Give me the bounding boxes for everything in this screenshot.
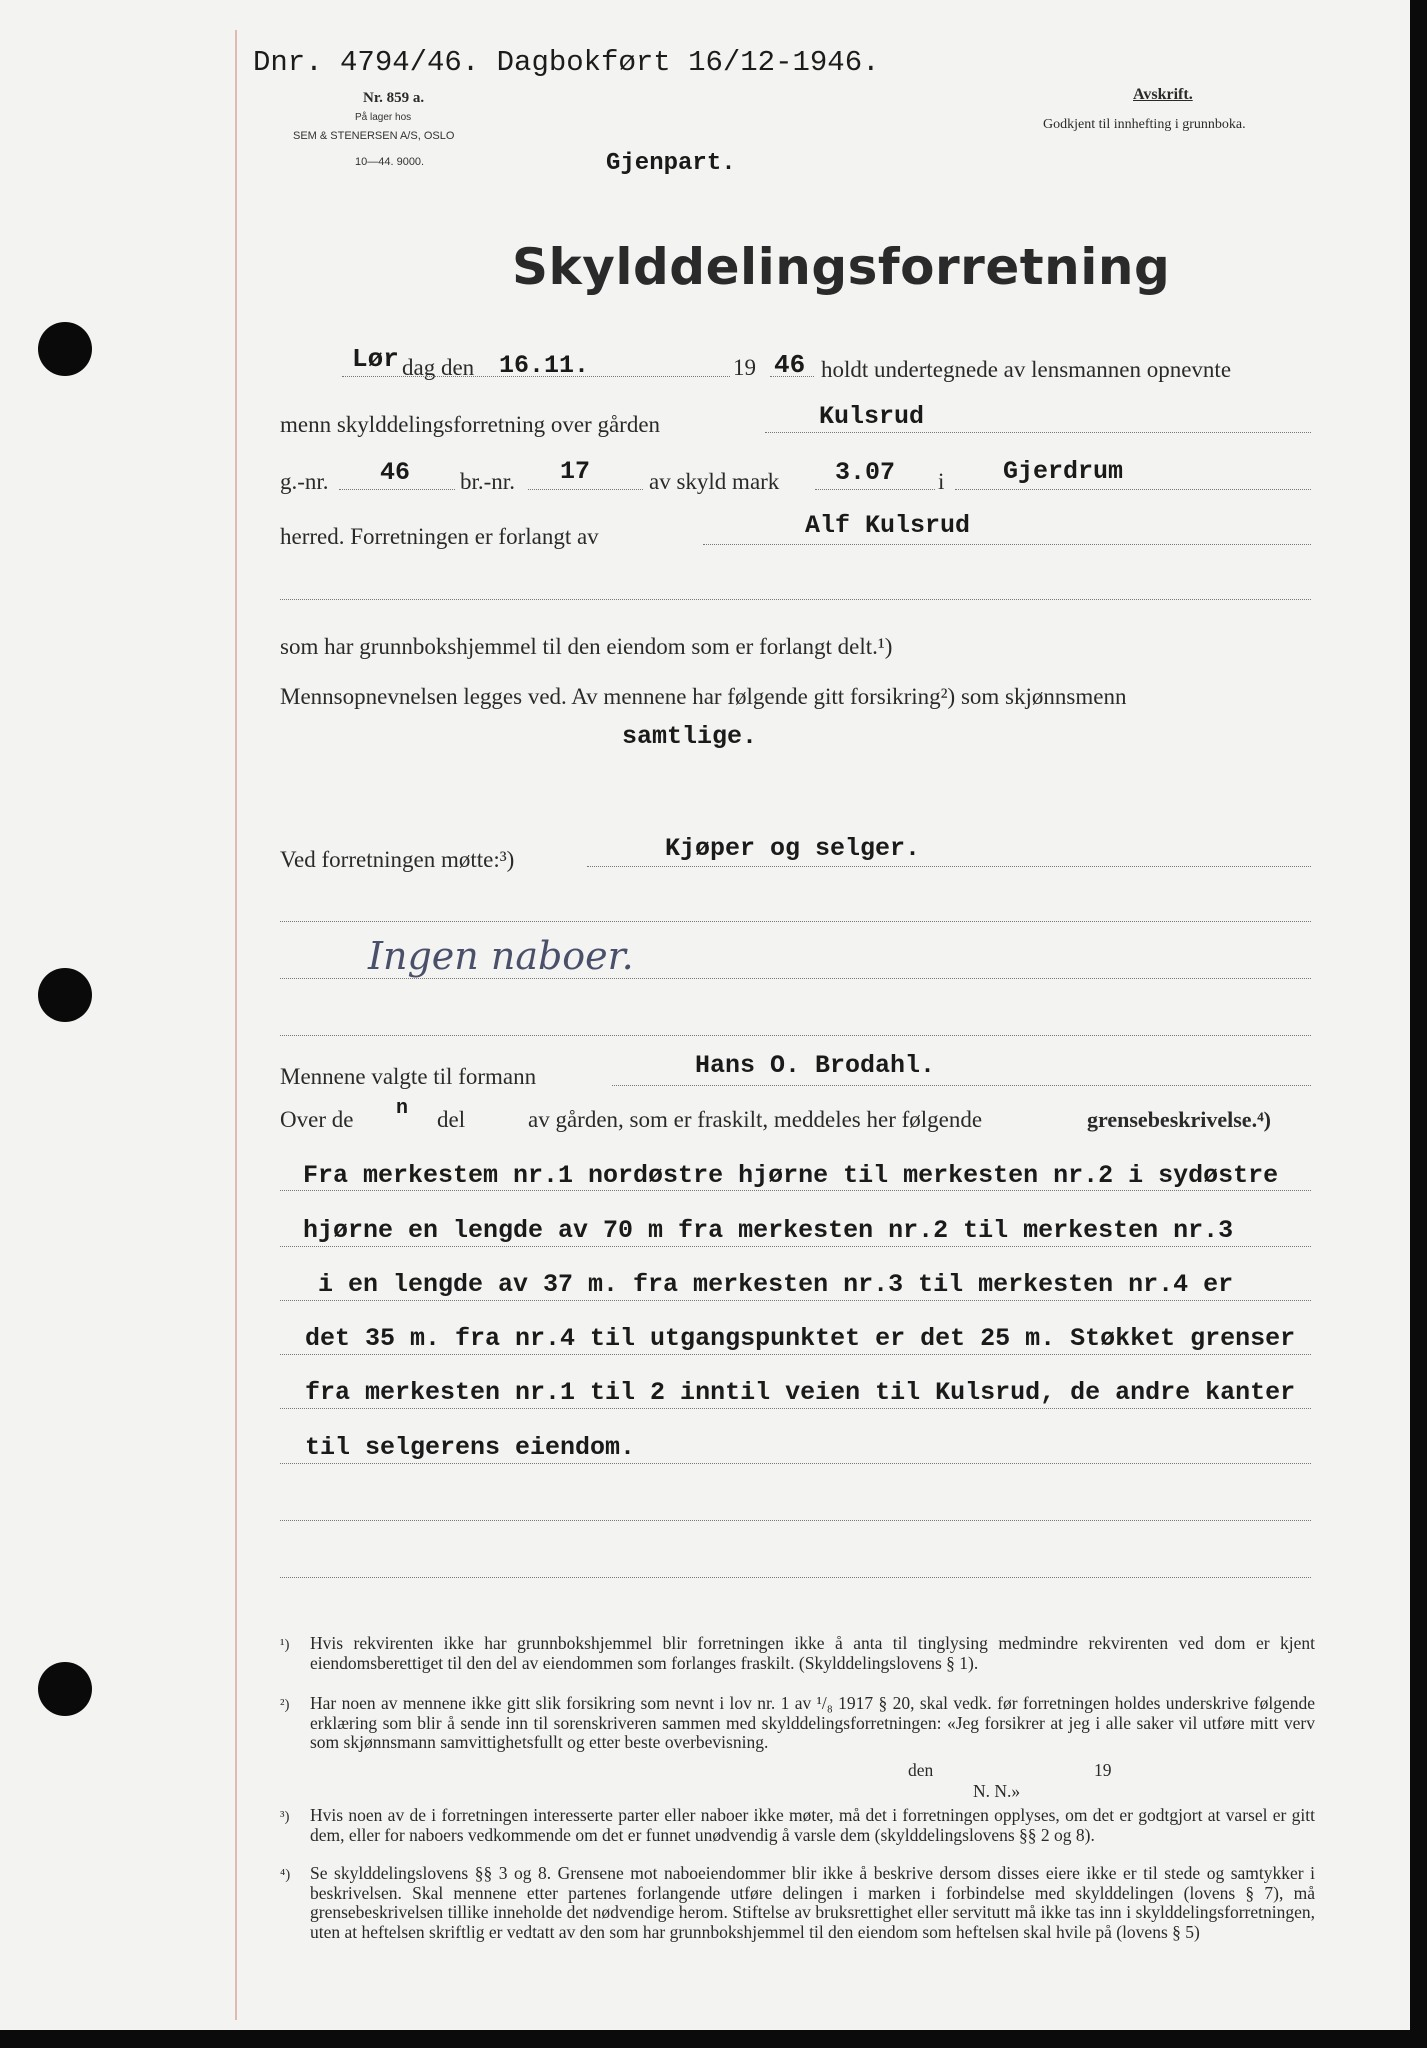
boundary-line: hjørne en lengde av 70 m fra merkesten nr.2 til merkesten nr.3 — [303, 1216, 1234, 1245]
dotted-line — [280, 1300, 1311, 1301]
year-prefix: 19 — [733, 355, 756, 380]
dotted-line — [280, 599, 1311, 600]
approved-note: Godkjent til innhefting i grunnboka. — [1043, 117, 1246, 132]
sworn-value: samtlige. — [622, 722, 758, 751]
dotted-line — [612, 1085, 1311, 1086]
footnote-year: 19 — [1094, 1760, 1112, 1780]
herred-text: herred. Forretningen er forlangt av — [280, 524, 599, 549]
handwritten-note: Ingen naboer. — [368, 934, 634, 978]
print-info: 10—44. 9000. — [355, 156, 425, 168]
footnote-text: Hvis noen av de i forretningen interesserte parter eller naboer ikke møter, må det i forretningen opplyses, om det er godtgjort at varsel er gitt dem, eller for naboers vedkommende om det er funnet unødvendig å varsle dem (skylddelingslovens §§ 2 og 8). — [310, 1805, 1315, 1845]
footnote-signature-placeholder: N. N.» — [973, 1781, 1021, 1801]
punch-hole — [38, 968, 92, 1022]
copy-label: Gjenpart. — [606, 150, 736, 177]
footnote-mark: ²) — [280, 1697, 290, 1713]
dotted-line — [280, 1577, 1311, 1578]
dotted-line — [765, 432, 1311, 433]
day-label: dag den — [402, 355, 475, 380]
dotted-line — [528, 489, 643, 490]
dotted-line — [280, 1408, 1311, 1409]
dotted-line — [280, 921, 1311, 922]
boundary-line: Fra merkestem nr.1 nordøstre hjørne til merkesten nr.2 i sydøstre — [303, 1161, 1279, 1190]
chairman-value: Hans O. Brodahl. — [695, 1051, 936, 1080]
footnote-text: Hvis rekvirenten ikke har grunnbokshjemmel blir forretningen ikke å anta til tinglysing medmindre rekvirenten ved dom er kjent eiendomsberettiget til den del av eiendommen som forlanges fraskilt. (Skylddelingslovens § 1). — [310, 1633, 1315, 1673]
municipality-value: Gjerdrum — [1003, 457, 1124, 486]
punch-hole — [38, 1662, 92, 1716]
dotted-line — [703, 544, 1311, 545]
attended-label: Ved forretningen møtte:³) — [280, 847, 515, 872]
line2-text: menn skylddelingsforretning over gården — [280, 412, 661, 437]
held-text: holdt undertegnede av lensmannen opnevnte — [821, 357, 1232, 382]
dotted-line — [280, 1520, 1311, 1521]
part-prefix: Over de — [280, 1107, 354, 1132]
registration-stamp: Dnr. 4794/46. Dagbokført 16/12-1946. — [253, 46, 880, 79]
day-value: Lør — [352, 344, 399, 374]
footnote-den: den — [908, 1760, 934, 1780]
dotted-line — [280, 978, 1311, 979]
dotted-line — [280, 1354, 1311, 1355]
dotted-line — [587, 866, 1311, 867]
menn-text: Mennsopnevnelsen legges ved. Av mennene har følgende gitt forsikring²) som skjønnsmenn — [280, 684, 1127, 709]
brnr-label: br.-nr. — [460, 469, 515, 494]
gnr-value: 46 — [380, 458, 411, 487]
requester-name: Alf Kulsrud — [805, 511, 971, 540]
form-number: Nr. 859 a. — [363, 90, 425, 106]
attended-value: Kjøper og selger. — [665, 834, 921, 863]
boundary-line: til selgerens eiendom. — [305, 1433, 636, 1462]
dotted-line — [770, 376, 814, 377]
dotted-line — [342, 376, 730, 377]
part-del: del — [437, 1107, 466, 1132]
skyld-label: av skyld mark — [649, 469, 780, 494]
boundary-line: det 35 m. fra nr.4 til utgangspunktet er det 25 m. Støkket grenser — [305, 1324, 1296, 1353]
dotted-line — [955, 489, 1311, 490]
abstract-label: Avskrift. — [1133, 86, 1193, 103]
year-value: 46 — [774, 350, 806, 380]
gnr-label: g.-nr. — [280, 469, 329, 494]
footnote-text: Har noen av mennene ikke gitt slik forsikring som nevnt i lov nr. 1 av ¹/₈ 1917 § 20, skal vedk. før forretningen holdes underskrive følgende erklæring som blir å sende inn til sorenskriveren sammen med skylddelingsforretningen: «Jeg forsikrer at jeg i alle saker vil utføre mitt verv som skjønnsmann samvittighetsfullt og etter beste overbevisning. — [310, 1693, 1315, 1752]
punch-hole — [38, 322, 92, 376]
margin-line — [235, 30, 237, 2020]
dotted-line — [815, 489, 935, 490]
boundary-line: i en lengde av 37 m. fra merkesten nr.3 til merkesten nr.4 er — [318, 1270, 1234, 1299]
farm-name: Kulsrud — [819, 402, 925, 431]
dotted-line — [280, 1035, 1311, 1036]
grunnbok-text: som har grunnbokshjemmel til den eiendom som er forlangt delt.¹) — [280, 634, 893, 659]
part-text: av gården, som er fraskilt, meddeles her følgende — [528, 1107, 983, 1132]
footnote-mark: ¹) — [280, 1637, 290, 1653]
chairman-label: Mennene valgte til formann — [280, 1064, 537, 1089]
footnote-mark: ³) — [280, 1809, 290, 1825]
dotted-line — [280, 1190, 1311, 1191]
dotted-line — [280, 1463, 1311, 1464]
boundary-label: grensebeskrivelse.⁴) — [1087, 1107, 1271, 1132]
in-label: i — [938, 469, 945, 494]
date-value: 16.11. — [499, 351, 590, 380]
dotted-line — [339, 489, 455, 490]
boundary-line: fra merkesten nr.1 til 2 inntil veien til Kulsrud, de andre kanter — [305, 1378, 1296, 1407]
part-value: n — [396, 1097, 409, 1120]
document-title: Skylddelingsforretning — [512, 238, 1171, 296]
publisher-line: På lager hos — [355, 112, 412, 123]
dotted-line — [280, 1246, 1311, 1247]
skyld-value: 3.07 — [835, 458, 896, 487]
brnr-value: 17 — [560, 457, 591, 486]
footnote-mark: ⁴) — [280, 1867, 291, 1883]
publisher-name: SEM & STENERSEN A/S, OSLO — [293, 130, 455, 142]
footnote-text: Se skylddelingslovens §§ 3 og 8. Grensene mot naboeiendommer blir ikke å beskrive dersom disses eiere ikke er til stede og samtykker i beskrivelsen. Skal mennene etter partenes forlangende utføre delingen i marken i forbindelse med skylddelingen (lovens § 7), må grensebeskrivelsen tillike inneholde det nødvendige herom. Stiftelse av bruksrettighet eller servitutt må ikke tas inn i skylddelingsforretningen, uten at heftelsen skriftlig er vedtatt av den som har grunnbokshjemmel til den eiendom som heftelsen skal hvile på (lovens § 5) — [310, 1863, 1315, 1942]
